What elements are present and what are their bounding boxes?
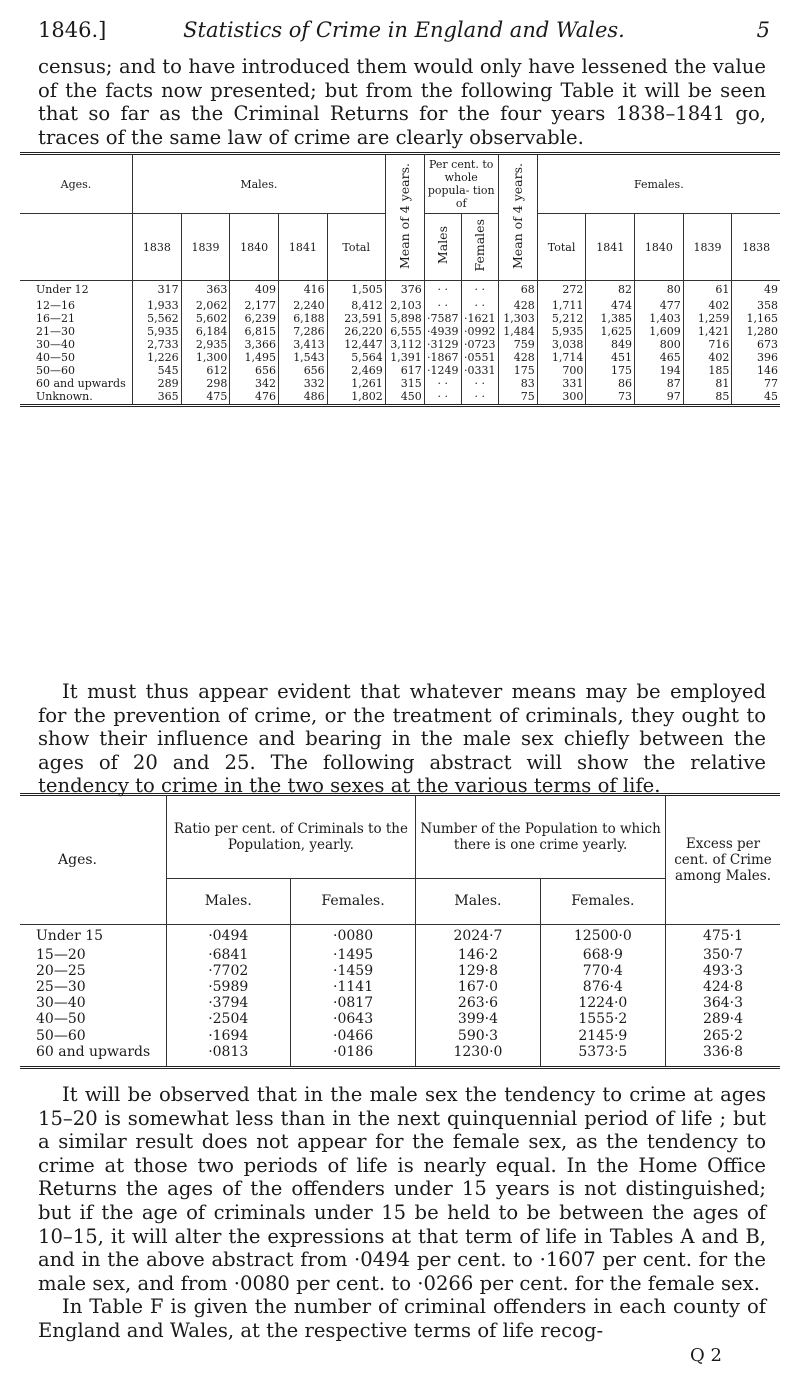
paragraph-text: census; and to have introduced them would only have lessened the value of the facts now presented; but from the following Table it will be seen that so far as the Criminal Returns for the four years 1838–1841 go, traces of the same law of crime are clearly observable. (38, 55, 766, 149)
value-cell: ·3129 (424, 338, 461, 351)
value-cell: ·4939 (424, 325, 461, 338)
value-cell: 612 (181, 364, 230, 377)
value-cell: 175 (498, 364, 537, 377)
value-cell: 876·4 (540, 979, 665, 995)
value-cell: 129·8 (416, 963, 540, 979)
value-cell: 545 (133, 364, 182, 377)
value-cell: 332 (279, 377, 328, 390)
value-cell: 396 (757, 350, 778, 364)
value-cell: 402 (683, 299, 732, 312)
col-mean-females: Mean of 4 years. (498, 154, 537, 281)
age-cell: 21—30 (20, 325, 133, 338)
value-cell: 1,303 (498, 312, 537, 325)
paragraph-text: It will be observed that in the male sex the tendency to crime at ages 15–20 is somewhat less than in the next quinquennial period of life ; but a similar result does not appear for the female sex, as the tendency to crime at those two periods of life is nearly equal. In the Home Office Returns the ages of the offenders under 15 years is not distinguished; but if the age of criminals under 15 be held to be between the ages of 10–15, it will alter the expressions at that term of life in Tables A and B, and in the above abstract from ·0494 per cent. to ·1607 per cent. for the male sex, and from ·0080 per cent. to ·0266 per cent. for the female sex. (38, 1083, 766, 1295)
value-cell: 194 (635, 364, 684, 377)
value-cell: 81 (683, 377, 732, 390)
value-cell: 465 (635, 351, 684, 364)
value-cell: 590·3 (416, 1028, 540, 1044)
col-m1841: 1841 (279, 214, 328, 281)
value-cell: 5,898 (385, 312, 424, 325)
age-cell: 50—60 (20, 364, 133, 377)
value-cell: 1,391 (385, 351, 424, 364)
col-ages-blank (20, 214, 133, 281)
value-cell: 1,933 (133, 299, 182, 312)
value-cell: 416 (279, 281, 328, 299)
value-cell: · · (461, 281, 498, 299)
value-cell: 363 (181, 281, 230, 299)
paragraph-abstract-intro (38, 680, 766, 798)
table-row (20, 995, 780, 1011)
table-row (20, 947, 780, 963)
value-cell: 475·1 (702, 927, 744, 944)
value-cell: 167·0 (416, 979, 540, 995)
header-title: Statistics of Crime in England and Wales. (183, 18, 625, 42)
value-cell: 450 (385, 390, 424, 406)
value-cell: 1,609 (635, 325, 684, 338)
value-cell: 617 (385, 364, 424, 377)
table-row (20, 1028, 780, 1044)
value-cell: 428 (498, 299, 537, 312)
col-males: Males. (133, 154, 386, 214)
value-cell: 185 (683, 364, 732, 377)
value-cell: ·7702 (166, 963, 290, 979)
table-row (20, 979, 780, 995)
value-cell: 342 (230, 377, 279, 390)
value-cell: · · (461, 299, 498, 312)
value-cell: 87 (635, 377, 684, 390)
value-cell: ·3794 (166, 995, 290, 1011)
value-cell: 1,714 (537, 351, 586, 364)
value-cell: 5,602 (181, 312, 230, 325)
value-cell: · · (461, 377, 498, 390)
value-cell: 7,286 (279, 325, 328, 338)
value-cell: 263·6 (416, 995, 540, 1011)
value-cell: 1,259 (683, 312, 732, 325)
value-cell: 6,188 (279, 312, 328, 325)
col-ages: Ages. (20, 154, 133, 214)
col-pct-males: Males (424, 214, 461, 281)
value-cell: 1,421 (683, 325, 732, 338)
paragraph-intro (38, 55, 766, 149)
value-cell: 49 (764, 283, 778, 297)
col-number-males: Males. (416, 879, 540, 925)
value-cell: 298 (181, 377, 230, 390)
value-cell: 289·4 (702, 1011, 744, 1028)
col-f1841: 1841 (586, 214, 635, 281)
col-ratio: Ratio per cent. of Criminals to the Population, yearly. (166, 795, 416, 879)
paragraph-text: In Table F is given the number of criminal offenders in each county of England and Wales, at the respective terms of life recog- (38, 1295, 766, 1342)
value-cell: · · (461, 390, 498, 406)
col-f1838: 1838 (742, 240, 771, 254)
value-cell: 1,226 (133, 351, 182, 364)
value-cell: 12,447 (327, 338, 385, 351)
value-cell: 493·3 (702, 962, 744, 979)
value-cell: 409 (230, 281, 279, 299)
value-cell: 73 (586, 390, 635, 406)
value-cell: 716 (683, 338, 732, 351)
age-cell: 60 and upwards (20, 1044, 166, 1068)
running-header (38, 18, 770, 48)
value-cell: 2,469 (327, 364, 385, 377)
value-cell: 80 (635, 281, 684, 299)
value-cell: 1,261 (327, 377, 385, 390)
value-cell: 486 (279, 390, 328, 406)
value-cell: ·0551 (461, 351, 498, 364)
value-cell: 77 (764, 376, 778, 390)
table-row (20, 963, 780, 979)
value-cell: 3,413 (279, 338, 328, 351)
value-cell: 3,112 (385, 338, 424, 351)
value-cell: 82 (586, 281, 635, 299)
col-m1840: 1840 (230, 214, 279, 281)
value-cell: 2,062 (181, 299, 230, 312)
paragraph-text: It must thus appear evident that whatever means may be employed for the prevention of crime, or the treatment of criminals, they ought to show their influence and bearing in the male sex chiefly between the ages of 20 and 25. The following abstract will show the relative tendency to crime in the two sexes at the various terms of life. (38, 680, 766, 798)
col-ftotal: Total (537, 214, 586, 281)
value-cell: 1555·2 (540, 1011, 665, 1027)
value-cell: 83 (498, 377, 537, 390)
value-cell: 12500·0 (540, 925, 665, 947)
value-cell: 5,562 (133, 312, 182, 325)
value-cell: 770·4 (540, 963, 665, 979)
value-cell: 5,212 (537, 312, 586, 325)
col-m1839: 1839 (181, 214, 230, 281)
value-cell: 428 (498, 351, 537, 364)
value-cell: ·0466 (290, 1028, 415, 1044)
value-cell: 2,935 (181, 338, 230, 351)
value-cell: 146·2 (416, 947, 540, 963)
col-mtotal: Total (327, 214, 385, 281)
value-cell: ·1459 (290, 963, 415, 979)
table-row (20, 925, 780, 947)
value-cell: 476 (230, 390, 279, 406)
value-cell: 2,733 (133, 338, 182, 351)
col-excess: Excess per cent. of Crime among Males. (674, 835, 772, 885)
value-cell: 1,802 (327, 390, 385, 406)
table-row (20, 325, 780, 338)
value-cell: 6,815 (230, 325, 279, 338)
value-cell: · · (424, 299, 461, 312)
value-cell: 1,280 (746, 324, 778, 338)
value-cell: 2145·9 (540, 1028, 665, 1044)
table-ratio-abstract (20, 793, 780, 1069)
value-cell: 3,038 (537, 338, 586, 351)
value-cell: ·1867 (424, 351, 461, 364)
value-cell: 2024·7 (416, 925, 540, 947)
value-cell: 350·7 (702, 946, 744, 963)
value-cell: 6,239 (230, 312, 279, 325)
value-cell: 2,177 (230, 299, 279, 312)
age-cell: Under 15 (20, 925, 166, 947)
value-cell: 68 (498, 281, 537, 299)
value-cell: ·0817 (290, 995, 415, 1011)
value-cell: 849 (586, 338, 635, 351)
age-cell: 50—60 (20, 1028, 166, 1044)
value-cell: ·0080 (290, 925, 415, 947)
paragraph-observations (38, 1083, 766, 1343)
value-cell: ·6841 (166, 947, 290, 963)
value-cell: ·2504 (166, 1011, 290, 1027)
value-cell: · · (424, 377, 461, 390)
col-mean-males: Mean of 4 years. (385, 154, 424, 281)
col-pct-females: Females (461, 214, 498, 281)
value-cell: 146 (757, 363, 778, 377)
table-criminals-by-age-sex (20, 152, 780, 407)
value-cell: 61 (683, 281, 732, 299)
age-cell: 30—40 (20, 338, 133, 351)
value-cell: 759 (498, 338, 537, 351)
value-cell: 474 (586, 299, 635, 312)
col-ages: Ages. (20, 795, 166, 925)
value-cell: 336·8 (702, 1043, 744, 1060)
value-cell: ·7587 (424, 312, 461, 325)
col-ratio-males: Males. (166, 879, 290, 925)
table-row (20, 312, 780, 325)
value-cell: ·1694 (166, 1028, 290, 1044)
value-cell: 1,711 (537, 299, 586, 312)
value-cell: 1224·0 (540, 995, 665, 1011)
value-cell: 1,165 (746, 311, 778, 325)
value-cell: 1,543 (279, 351, 328, 364)
col-ratio-females: Females. (290, 879, 415, 925)
age-cell: 30—40 (20, 995, 166, 1011)
value-cell: 451 (586, 351, 635, 364)
col-m1838: 1838 (133, 214, 182, 281)
value-cell: 365 (133, 390, 182, 406)
value-cell: 26,220 (327, 325, 385, 338)
value-cell: 1,385 (586, 312, 635, 325)
age-cell: 16—21 (20, 312, 133, 325)
value-cell: 1230·0 (416, 1044, 540, 1068)
table-row (20, 364, 780, 377)
table-row (20, 1011, 780, 1027)
value-cell: 289 (133, 377, 182, 390)
value-cell: 656 (230, 364, 279, 377)
age-cell: Unknown. (20, 390, 133, 406)
value-cell: 2,240 (279, 299, 328, 312)
value-cell: 800 (635, 338, 684, 351)
value-cell: 6,184 (181, 325, 230, 338)
value-cell: 85 (683, 390, 732, 406)
value-cell: 402 (683, 351, 732, 364)
table-row (20, 390, 780, 406)
value-cell: 8,412 (327, 299, 385, 312)
value-cell: 6,555 (385, 325, 424, 338)
value-cell: 5373·5 (540, 1044, 665, 1068)
value-cell: 668·9 (540, 947, 665, 963)
age-cell: 40—50 (20, 351, 133, 364)
value-cell: ·0186 (290, 1044, 415, 1068)
table-row (20, 281, 780, 299)
value-cell: 97 (635, 390, 684, 406)
value-cell: ·0723 (461, 338, 498, 351)
table-row (20, 1044, 780, 1068)
value-cell: 331 (537, 377, 586, 390)
value-cell: 1,403 (635, 312, 684, 325)
value-cell: ·1141 (290, 979, 415, 995)
value-cell: 315 (385, 377, 424, 390)
col-number: Number of the Population to which there is one crime yearly. (416, 795, 666, 879)
value-cell: 300 (537, 390, 586, 406)
value-cell: 3,366 (230, 338, 279, 351)
value-cell: 424·8 (702, 978, 744, 995)
age-cell: 20—25 (20, 963, 166, 979)
value-cell: ·1495 (290, 947, 415, 963)
col-number-females: Females. (540, 879, 665, 925)
value-cell: 272 (537, 281, 586, 299)
value-cell: 86 (586, 377, 635, 390)
value-cell: · · (424, 390, 461, 406)
value-cell: 2,103 (385, 299, 424, 312)
col-percent: Per cent. to whole popula- tion of (424, 154, 498, 214)
age-cell: Under 12 (20, 281, 133, 299)
value-cell: ·5989 (166, 979, 290, 995)
col-f1839: 1839 (683, 214, 732, 281)
value-cell: ·0331 (461, 364, 498, 377)
table-row (20, 377, 780, 390)
page-number: 5 (756, 18, 770, 42)
age-cell: 40—50 (20, 1011, 166, 1027)
value-cell: 673 (757, 337, 778, 351)
value-cell: 75 (498, 390, 537, 406)
value-cell: 376 (385, 281, 424, 299)
value-cell: · · (424, 281, 461, 299)
table-row (20, 351, 780, 364)
signature-mark: Q 2 (690, 1345, 722, 1366)
col-f1840: 1840 (635, 214, 684, 281)
value-cell: 1,300 (181, 351, 230, 364)
value-cell: 475 (181, 390, 230, 406)
value-cell: 358 (757, 298, 778, 312)
value-cell: 1,505 (327, 281, 385, 299)
value-cell: 5,564 (327, 351, 385, 364)
value-cell: 317 (133, 281, 182, 299)
value-cell: 265·2 (702, 1027, 744, 1044)
value-cell: 1,625 (586, 325, 635, 338)
value-cell: ·0643 (290, 1011, 415, 1027)
value-cell: ·0992 (461, 325, 498, 338)
value-cell: 1,484 (498, 325, 537, 338)
value-cell: 23,591 (327, 312, 385, 325)
value-cell: ·0494 (166, 925, 290, 947)
age-cell: 15—20 (20, 947, 166, 963)
header-year: 1846.] (38, 18, 107, 42)
value-cell: 364·3 (702, 995, 744, 1012)
value-cell: ·1621 (461, 312, 498, 325)
age-cell: 25—30 (20, 979, 166, 995)
value-cell: ·1249 (424, 364, 461, 377)
value-cell: ·0813 (166, 1044, 290, 1068)
age-cell: 60 and upwards (20, 377, 133, 390)
value-cell: 5,935 (537, 325, 586, 338)
value-cell: 45 (764, 390, 778, 404)
value-cell: 399·4 (416, 1011, 540, 1027)
value-cell: 175 (586, 364, 635, 377)
table-row (20, 299, 780, 312)
value-cell: 700 (537, 364, 586, 377)
value-cell: 5,935 (133, 325, 182, 338)
age-cell: 12—16 (20, 299, 133, 312)
value-cell: 656 (279, 364, 328, 377)
table-row (20, 338, 780, 351)
value-cell: 477 (635, 299, 684, 312)
value-cell: 1,495 (230, 351, 279, 364)
col-females: Females. (634, 177, 684, 191)
